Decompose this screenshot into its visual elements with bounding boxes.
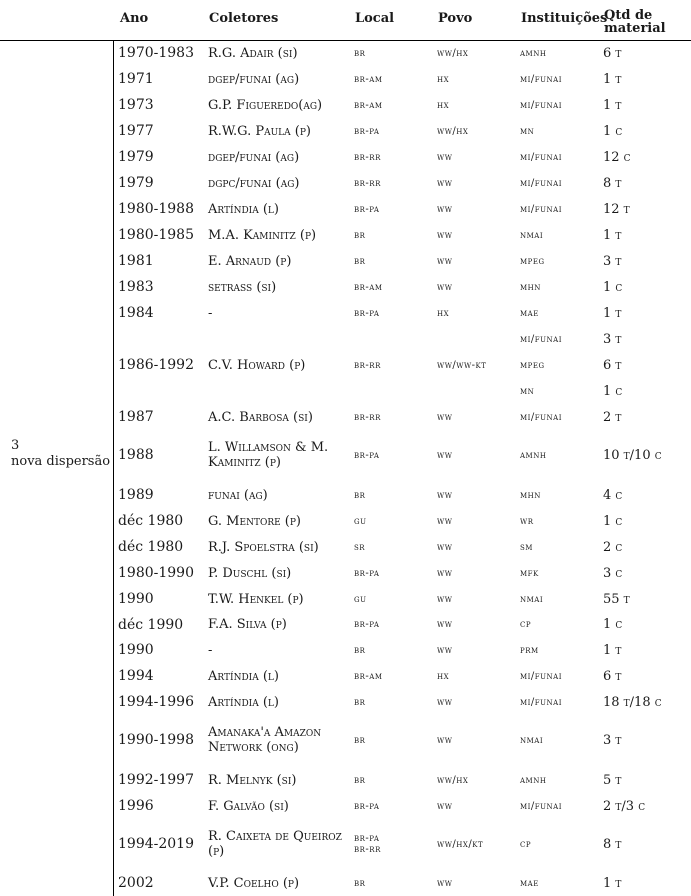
cell-povo: ww bbox=[437, 877, 453, 889]
cell-local: br-pa bbox=[354, 567, 380, 579]
header-qtd bbox=[604, 9, 666, 37]
cell-local: br-am bbox=[354, 670, 383, 682]
cell-coletores: C.V. Howard (p) bbox=[208, 357, 306, 373]
cell-povo: ww/ww-kt bbox=[437, 359, 487, 371]
cell-qtd: 2 c bbox=[603, 539, 623, 555]
cell-local: br-pa br-rr bbox=[354, 833, 381, 855]
cell-local: br-pa bbox=[354, 203, 380, 215]
cell-instituicoes: mn bbox=[520, 125, 535, 137]
cell-coletores: Artíndia (l) bbox=[208, 201, 279, 217]
cell-instituicoes: mi/funai bbox=[520, 99, 563, 111]
cell-qtd: 1 t bbox=[603, 97, 622, 113]
header-coletores: Coletores bbox=[209, 11, 279, 26]
cell-instituicoes: mpeg bbox=[520, 255, 545, 267]
cell-local: br bbox=[354, 229, 366, 241]
cell-qtd: 6 t bbox=[603, 668, 622, 684]
cell-ano: 2002 bbox=[118, 875, 154, 891]
cell-povo: ww/hx/kt bbox=[437, 838, 484, 850]
cell-local: br bbox=[354, 696, 366, 708]
cell-qtd: 2 t bbox=[603, 409, 622, 425]
cell-qtd: 1 c bbox=[603, 617, 623, 632]
cell-coletores: Amanaka'a Amazon Network (ong) bbox=[208, 725, 322, 755]
cell-coletores: funai (ag) bbox=[208, 487, 268, 503]
cell-povo: ww bbox=[437, 255, 453, 267]
header-qtd-line1: Qtd de bbox=[604, 8, 653, 23]
cell-local: gu bbox=[354, 515, 367, 527]
cell-local: br bbox=[354, 644, 366, 656]
cell-ano: 1989 bbox=[118, 487, 154, 503]
cell-qtd: 1 t bbox=[603, 305, 622, 321]
cell-coletores: T.W. Henkel (p) bbox=[208, 591, 304, 607]
cell-local: br-pa bbox=[354, 619, 380, 630]
cell-qtd: 8 t bbox=[603, 836, 622, 852]
cell-povo bbox=[437, 378, 517, 404]
cell-local: br bbox=[354, 489, 366, 501]
cell-local: br-am bbox=[354, 281, 383, 293]
cell-ano: déc 1990 bbox=[118, 616, 184, 633]
table-row bbox=[0, 508, 691, 534]
cell-coletores: setrass (si) bbox=[208, 279, 277, 295]
cell-instituicoes: mpeg bbox=[520, 359, 545, 371]
cell-local: br-pa bbox=[354, 307, 380, 319]
cell-coletores: G.P. Figueredo(ag) bbox=[208, 97, 323, 113]
cell-coletores bbox=[208, 378, 350, 404]
cell-coletores: - bbox=[208, 642, 213, 658]
table-row bbox=[0, 40, 691, 66]
cell-qtd: 1 t bbox=[603, 875, 622, 891]
cell-local: br-rr bbox=[354, 411, 381, 423]
cell-coletores: R.J. Spoelstra (si) bbox=[208, 539, 319, 555]
cell-ano bbox=[118, 378, 204, 404]
table-row bbox=[0, 196, 691, 222]
cell-qtd: 5 t bbox=[603, 772, 622, 788]
header-instituicoes: Instituições bbox=[521, 11, 608, 26]
cell-local: br-pa bbox=[354, 800, 380, 812]
cell-local: br bbox=[354, 47, 366, 59]
cell-ano: 1994-2019 bbox=[118, 836, 194, 852]
cell-qtd: 1 c bbox=[603, 513, 623, 529]
cell-ano: 1980-1990 bbox=[118, 565, 194, 581]
cell-qtd: 1 t bbox=[603, 642, 622, 658]
cell-povo: ww/hx bbox=[437, 47, 469, 59]
cell-instituicoes: mfk bbox=[520, 567, 539, 579]
cell-ano: 1990-1998 bbox=[118, 732, 194, 748]
table-row bbox=[0, 820, 691, 868]
cell-local: br bbox=[354, 774, 366, 786]
cell-coletores: R.G. Adair (si) bbox=[208, 45, 298, 61]
period-name: nova dispersão bbox=[11, 454, 111, 469]
cell-instituicoes: mi/funai bbox=[520, 696, 563, 708]
cell-qtd: 2 t/3 c bbox=[603, 798, 646, 814]
cell-qtd: 6 t bbox=[603, 45, 622, 61]
table-row bbox=[0, 144, 691, 170]
table-row bbox=[0, 560, 691, 586]
cell-instituicoes: nmai bbox=[520, 734, 544, 746]
cell-povo: ww bbox=[437, 229, 453, 241]
cell-instituicoes: mi/funai bbox=[520, 73, 563, 85]
cell-coletores: E. Arnaud (p) bbox=[208, 253, 292, 269]
table-row bbox=[0, 767, 691, 793]
table-row bbox=[0, 274, 691, 300]
table-row bbox=[0, 482, 691, 508]
cell-coletores: R. Caixeta de Queiroz (p) bbox=[208, 829, 342, 859]
cell-povo: ww bbox=[437, 644, 453, 656]
cell-coletores: dgep/funai (ag) bbox=[208, 71, 300, 87]
cell-instituicoes: mi/funai bbox=[520, 800, 563, 812]
cell-coletores: dgpc/funai (ag) bbox=[208, 175, 300, 191]
cell-qtd: 12 t bbox=[603, 201, 630, 217]
cell-local: br-rr bbox=[354, 151, 381, 163]
cell-ano: déc 1980 bbox=[118, 539, 184, 555]
cell-ano: 1992-1997 bbox=[118, 772, 194, 788]
cell-instituicoes: mi/funai bbox=[520, 333, 563, 345]
cell-coletores: V.P. Coelho (p) bbox=[208, 875, 300, 891]
cell-povo: ww bbox=[437, 593, 453, 605]
cell-local bbox=[354, 326, 434, 352]
header-local: Local bbox=[355, 11, 395, 26]
cell-qtd: 1 c bbox=[603, 279, 623, 295]
table-row bbox=[0, 378, 691, 404]
table-row bbox=[0, 92, 691, 118]
cell-povo: hx bbox=[437, 670, 450, 682]
cell-povo: ww bbox=[437, 515, 453, 527]
table-row bbox=[0, 352, 691, 378]
cell-ano: 1986-1992 bbox=[118, 357, 194, 373]
cell-instituicoes: nmai bbox=[520, 593, 544, 605]
cell-ano: 1973 bbox=[118, 97, 154, 113]
cell-ano: 1979 bbox=[118, 175, 154, 191]
cell-coletores bbox=[208, 326, 350, 352]
cell-instituicoes: mi/funai bbox=[520, 411, 563, 423]
table-row bbox=[0, 715, 691, 765]
cell-ano: 1987 bbox=[118, 409, 154, 425]
cell-instituicoes: prm bbox=[520, 644, 539, 656]
cell-qtd: 3 t bbox=[603, 253, 622, 269]
cell-ano: 1996 bbox=[118, 798, 154, 814]
cell-coletores: dgep/funai (ag) bbox=[208, 149, 300, 165]
cell-coletores: Artíndia (l) bbox=[208, 668, 279, 684]
cell-instituicoes: mi/funai bbox=[520, 177, 563, 189]
cell-povo: ww bbox=[437, 567, 453, 579]
cell-coletores: L. Willamson & M. Kaminitz (p) bbox=[208, 440, 329, 470]
header-ano: Ano bbox=[120, 11, 149, 26]
cell-povo: ww/hx bbox=[437, 125, 469, 137]
cell-ano: 1971 bbox=[118, 71, 154, 87]
cell-povo bbox=[437, 326, 517, 352]
table-row bbox=[0, 248, 691, 274]
table-row bbox=[0, 534, 691, 560]
cell-povo: ww/hx bbox=[437, 774, 469, 786]
cell-ano: déc 1980 bbox=[118, 513, 184, 529]
cell-instituicoes: mhn bbox=[520, 489, 541, 501]
cell-povo: ww bbox=[437, 203, 453, 215]
cell-ano: 1970-1983 bbox=[118, 45, 194, 61]
table-row bbox=[0, 612, 691, 637]
cell-local: sr bbox=[354, 541, 366, 553]
cell-local bbox=[354, 378, 434, 404]
cell-local: br-rr bbox=[354, 359, 381, 371]
table-row bbox=[0, 663, 691, 689]
cell-instituicoes: sm bbox=[520, 541, 533, 553]
cell-povo: hx bbox=[437, 73, 450, 85]
table-row bbox=[0, 431, 691, 479]
cell-instituicoes: mn bbox=[520, 385, 535, 397]
cell-povo: hx bbox=[437, 99, 450, 111]
cell-local: br-pa bbox=[354, 125, 380, 137]
table-row bbox=[0, 689, 691, 715]
table-row bbox=[0, 222, 691, 248]
cell-povo: ww bbox=[437, 696, 453, 708]
cell-ano: 1988 bbox=[118, 447, 154, 463]
header-qtd-line2: material bbox=[604, 21, 666, 36]
cell-povo: ww bbox=[437, 800, 453, 812]
table-row bbox=[0, 870, 691, 896]
cell-povo: ww bbox=[437, 489, 453, 501]
cell-ano: 1994-1996 bbox=[118, 694, 194, 710]
cell-povo: ww bbox=[437, 177, 453, 189]
cell-povo: ww bbox=[437, 619, 453, 630]
cell-qtd: 1 t bbox=[603, 71, 622, 87]
cell-povo: ww bbox=[437, 151, 453, 163]
cell-local: br-am bbox=[354, 99, 383, 111]
cell-instituicoes: mhn bbox=[520, 281, 541, 293]
period-number: 3 bbox=[11, 438, 20, 453]
cell-ano: 1990 bbox=[118, 642, 154, 658]
cell-povo: ww bbox=[437, 541, 453, 553]
cell-instituicoes: mi/funai bbox=[520, 203, 563, 215]
table-row bbox=[0, 326, 691, 352]
cell-instituicoes: mi/funai bbox=[520, 670, 563, 682]
cell-local: br-am bbox=[354, 73, 383, 85]
cell-qtd: 55 t bbox=[603, 591, 630, 607]
cell-coletores: F.A. Silva (p) bbox=[208, 617, 287, 632]
cell-povo: ww bbox=[437, 449, 453, 461]
cell-ano: 1981 bbox=[118, 253, 154, 269]
cell-local: gu bbox=[354, 593, 367, 605]
cell-qtd: 18 t/18 c bbox=[603, 694, 662, 710]
cell-qtd: 1 c bbox=[603, 383, 623, 399]
table-row bbox=[0, 170, 691, 196]
table-row bbox=[0, 300, 691, 326]
cell-qtd: 12 c bbox=[603, 149, 631, 165]
table-row bbox=[0, 66, 691, 92]
cell-ano: 1983 bbox=[118, 279, 154, 295]
cell-qtd: 3 t bbox=[603, 331, 622, 347]
table-row bbox=[0, 793, 691, 819]
cell-ano: 1979 bbox=[118, 149, 154, 165]
table-row bbox=[0, 586, 691, 612]
cell-instituicoes: cp bbox=[520, 838, 532, 850]
cell-local: br-rr bbox=[354, 177, 381, 189]
cell-povo: ww bbox=[437, 734, 453, 746]
cell-instituicoes: amnh bbox=[520, 774, 547, 786]
cell-ano: 1980-1985 bbox=[118, 227, 194, 243]
table-row bbox=[0, 404, 691, 430]
table-row bbox=[0, 637, 691, 663]
cell-coletores: G. Mentore (p) bbox=[208, 513, 302, 529]
cell-ano: 1990 bbox=[118, 591, 154, 607]
table-row bbox=[0, 118, 691, 144]
cell-coletores: P. Duschl (si) bbox=[208, 565, 292, 581]
cell-qtd: 1 t bbox=[603, 227, 622, 243]
cell-coletores: M.A. Kaminitz (p) bbox=[208, 227, 317, 243]
cell-povo: ww bbox=[437, 411, 453, 423]
cell-coletores: R.W.G. Paula (p) bbox=[208, 123, 311, 139]
cell-local: br-pa bbox=[354, 449, 380, 461]
cell-ano bbox=[118, 326, 204, 352]
cell-ano: 1977 bbox=[118, 123, 154, 139]
cell-coletores: A.C. Barbosa (si) bbox=[208, 409, 313, 425]
cell-qtd: 6 t bbox=[603, 357, 622, 373]
cell-instituicoes: amnh bbox=[520, 449, 547, 461]
cell-instituicoes: amnh bbox=[520, 47, 547, 59]
cell-local: br bbox=[354, 877, 366, 889]
cell-instituicoes: mae bbox=[520, 877, 539, 889]
cell-qtd: 4 c bbox=[603, 487, 623, 503]
cell-local: br bbox=[354, 255, 366, 267]
cell-instituicoes: mae bbox=[520, 307, 539, 319]
cell-qtd: 1 c bbox=[603, 123, 623, 139]
cell-instituicoes: mi/funai bbox=[520, 151, 563, 163]
cell-ano: 1980-1988 bbox=[118, 201, 194, 217]
cell-qtd: 3 c bbox=[603, 565, 623, 581]
cell-coletores: - bbox=[208, 305, 213, 321]
cell-qtd: 10 t/10 c bbox=[603, 447, 662, 463]
cell-coletores: F. Galvão (si) bbox=[208, 798, 289, 814]
cell-coletores: Artíndia (l) bbox=[208, 694, 279, 710]
cell-local: br bbox=[354, 734, 366, 746]
header-povo: Povo bbox=[438, 11, 473, 26]
cell-ano: 1994 bbox=[118, 668, 154, 684]
cell-coletores: R. Melnyk (si) bbox=[208, 772, 297, 788]
cell-instituicoes: cp bbox=[520, 619, 532, 630]
cell-instituicoes: wr bbox=[520, 515, 534, 527]
cell-instituicoes: nmai bbox=[520, 229, 544, 241]
cell-povo: ww bbox=[437, 281, 453, 293]
cell-qtd: 8 t bbox=[603, 175, 622, 191]
cell-qtd: 3 t bbox=[603, 732, 622, 748]
cell-povo: hx bbox=[437, 307, 450, 319]
cell-ano: 1984 bbox=[118, 305, 154, 321]
